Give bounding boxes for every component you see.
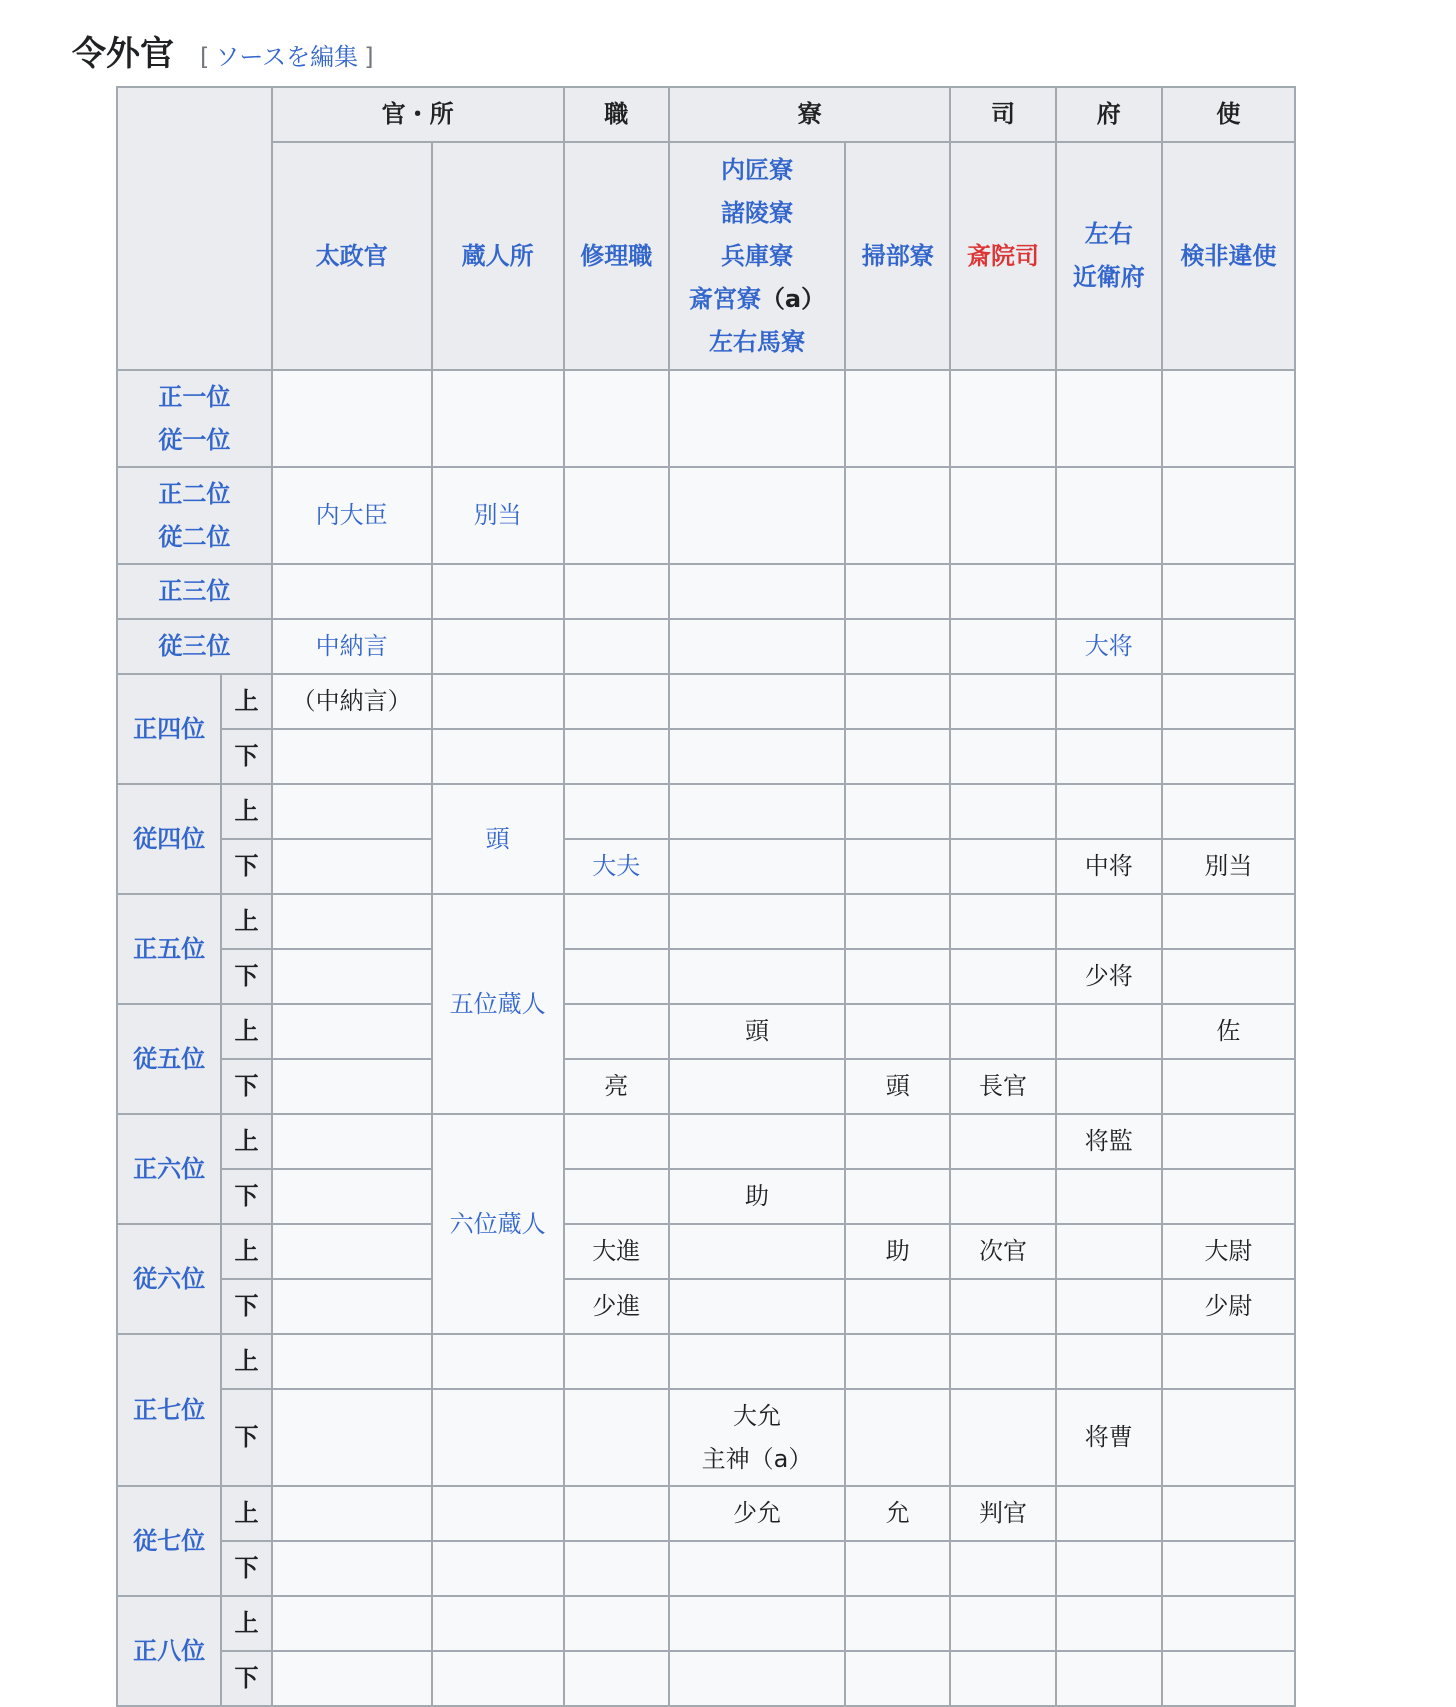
- col-link[interactable]: 蔵人所: [461, 241, 534, 270]
- cell: [1056, 1541, 1162, 1596]
- cell: [669, 1334, 845, 1389]
- cell: [950, 839, 1055, 894]
- cell: [950, 1279, 1055, 1334]
- cell: [950, 674, 1055, 729]
- cell: [845, 1334, 950, 1389]
- cell: [272, 1004, 432, 1059]
- col-header: [1162, 142, 1295, 370]
- rank-header: [117, 370, 272, 467]
- cell: [432, 1389, 564, 1486]
- col-header: [669, 142, 845, 370]
- upper-label: 上: [221, 784, 272, 839]
- cell: [432, 784, 564, 894]
- cell-link[interactable]: 別当: [473, 501, 522, 529]
- cell: [432, 1541, 564, 1596]
- cell: [845, 1651, 950, 1706]
- col-link[interactable]: 斎宮寮: [688, 284, 761, 313]
- cell: [845, 1004, 950, 1059]
- cell: [950, 1334, 1055, 1389]
- rank-link[interactable]: 従二位: [158, 522, 231, 551]
- cell: [669, 729, 845, 784]
- cell: [564, 949, 669, 1004]
- cell: 亮: [564, 1059, 669, 1114]
- cell: [1162, 949, 1295, 1004]
- cell: [1162, 370, 1295, 467]
- col-link[interactable]: 左右馬寮: [709, 327, 805, 356]
- cell: [272, 1169, 432, 1224]
- cell: [272, 1486, 432, 1541]
- cell: [1162, 619, 1295, 674]
- cell: [564, 839, 669, 894]
- cell: [564, 1169, 669, 1224]
- edit-section: [ ソースを編集 ]: [200, 43, 374, 71]
- col-link[interactable]: 修理職: [580, 241, 653, 270]
- cell: [845, 1389, 950, 1486]
- rank-link[interactable]: 従六位: [133, 1264, 206, 1293]
- cell-link[interactable]: 大夫: [592, 852, 641, 880]
- cell: [1162, 784, 1295, 839]
- cell: [432, 729, 564, 784]
- cell: [1056, 1004, 1162, 1059]
- rank-header: [117, 1224, 221, 1334]
- cell: 将監: [1056, 1114, 1162, 1169]
- cell: [1056, 1279, 1162, 1334]
- col-link[interactable]: 掃部寮: [861, 241, 934, 270]
- cell: 少尉: [1162, 1279, 1295, 1334]
- cell: [272, 1059, 432, 1114]
- cell: 頭: [669, 1004, 845, 1059]
- cell: [950, 1389, 1055, 1486]
- rank-link[interactable]: 正七位: [133, 1395, 206, 1424]
- lower-label: 下: [221, 1389, 272, 1486]
- group-header: 使: [1162, 87, 1295, 142]
- rank-header: [117, 1486, 221, 1596]
- lower-label: 下: [221, 1541, 272, 1596]
- cell: [272, 729, 432, 784]
- cell: [669, 467, 845, 564]
- cell: [845, 370, 950, 467]
- cell: [272, 839, 432, 894]
- rank-link[interactable]: 従三位: [158, 632, 231, 660]
- cell: [950, 564, 1055, 619]
- rank-header: [117, 1004, 221, 1114]
- group-header: 寮: [669, 87, 951, 142]
- cell: [950, 949, 1055, 1004]
- rank-header: [117, 1114, 221, 1224]
- col-link[interactable]: 近衛府: [1072, 263, 1145, 291]
- group-header: 官・所: [272, 87, 564, 142]
- cell: [950, 370, 1055, 467]
- cell: [845, 674, 950, 729]
- cell: [950, 1114, 1055, 1169]
- cell: [1162, 1169, 1295, 1224]
- cell: [432, 564, 564, 619]
- cell: [564, 564, 669, 619]
- cell-line: 大允: [733, 1401, 781, 1430]
- cell: [950, 1651, 1055, 1706]
- cell: [1056, 619, 1162, 674]
- col-header: [1056, 142, 1162, 370]
- rank-link[interactable]: 正四位: [133, 714, 206, 743]
- cell: [1056, 729, 1162, 784]
- corner-header: [117, 87, 272, 370]
- upper-label: 上: [221, 1486, 272, 1541]
- section-heading: [72, 26, 374, 76]
- cell-link[interactable]: 五位蔵人: [449, 989, 546, 1018]
- cell: [432, 619, 564, 674]
- cell: 大尉: [1162, 1224, 1295, 1279]
- col-link[interactable]: 兵庫寮: [721, 241, 793, 270]
- cell: [950, 1596, 1055, 1651]
- cell: [272, 1651, 432, 1706]
- cell: [1162, 729, 1295, 784]
- rank-table: [116, 86, 1296, 1707]
- cell: [1056, 1651, 1162, 1706]
- cell: [845, 1114, 950, 1169]
- cell: [669, 1279, 845, 1334]
- rank-link[interactable]: 従五位: [133, 1044, 206, 1073]
- cell-link[interactable]: 大将: [1084, 632, 1133, 660]
- cell: 助: [845, 1224, 950, 1279]
- cell: [669, 1596, 845, 1651]
- cell: [564, 1334, 669, 1389]
- cell: [669, 839, 845, 894]
- lower-label: 下: [221, 1651, 272, 1706]
- cell: [950, 1169, 1055, 1224]
- upper-label: 上: [221, 894, 272, 949]
- rank-link[interactable]: 正二位: [158, 479, 231, 508]
- cell: [1056, 1596, 1162, 1651]
- cell: 次官: [950, 1224, 1055, 1279]
- rank-header: [117, 619, 272, 674]
- group-header: 職: [564, 87, 669, 142]
- cell: [1056, 1334, 1162, 1389]
- lower-label: 下: [221, 949, 272, 1004]
- cell: [1162, 1389, 1295, 1486]
- cell: [1056, 1059, 1162, 1114]
- cell: [564, 1486, 669, 1541]
- rank-link[interactable]: 従四位: [133, 824, 206, 853]
- rank-header: [117, 1596, 221, 1706]
- cell: [845, 1169, 950, 1224]
- cell: [845, 564, 950, 619]
- group-header: 府: [1056, 87, 1162, 142]
- cell: [432, 894, 564, 1114]
- cell: [272, 1541, 432, 1596]
- upper-label: 上: [221, 1596, 272, 1651]
- cell: （中納言）: [272, 674, 432, 729]
- cell: [272, 370, 432, 467]
- cell: [1162, 674, 1295, 729]
- col-header: [845, 142, 950, 370]
- cell-link[interactable]: 六位蔵人: [449, 1209, 546, 1238]
- upper-label: 上: [221, 1334, 272, 1389]
- cell: [1162, 1059, 1295, 1114]
- cell-line: 主神（a）: [701, 1444, 813, 1473]
- cell: [564, 467, 669, 564]
- cell: [432, 1334, 564, 1389]
- upper-label: 上: [221, 1224, 272, 1279]
- cell: [1162, 1114, 1295, 1169]
- upper-label: 上: [221, 1004, 272, 1059]
- cell: [272, 619, 432, 674]
- cell: 将曹: [1056, 1389, 1162, 1486]
- cell: [1056, 467, 1162, 564]
- cell: 少進: [564, 1279, 669, 1334]
- rank-header: [117, 467, 272, 564]
- note-mark: （a）: [760, 284, 826, 313]
- cell: [950, 467, 1055, 564]
- cell: [564, 370, 669, 467]
- cell: [564, 619, 669, 674]
- cell: [669, 894, 845, 949]
- cell: [1162, 1596, 1295, 1651]
- cell: [1056, 1169, 1162, 1224]
- cell: [669, 1224, 845, 1279]
- col-link[interactable]: 太政官: [315, 241, 388, 270]
- rank-link[interactable]: 従一位: [158, 425, 231, 454]
- upper-label: 上: [221, 674, 272, 729]
- cell: 允: [845, 1486, 950, 1541]
- col-line: [670, 278, 844, 321]
- cell: [669, 1651, 845, 1706]
- cell: [272, 1114, 432, 1169]
- cell: [272, 1596, 432, 1651]
- edit-source-link[interactable]: ソースを編集: [215, 43, 359, 71]
- cell: [272, 784, 432, 839]
- cell: [432, 674, 564, 729]
- cell: [1162, 564, 1295, 619]
- cell-link[interactable]: 内大臣: [315, 501, 388, 529]
- cell: [845, 839, 950, 894]
- cell: [1056, 564, 1162, 619]
- cell: [272, 1334, 432, 1389]
- section-title: 令外官: [72, 34, 174, 74]
- cell: [1056, 674, 1162, 729]
- rank-link[interactable]: 正八位: [133, 1636, 206, 1665]
- cell: [669, 1389, 845, 1486]
- upper-label: 上: [221, 1114, 272, 1169]
- col-header: [432, 142, 564, 370]
- cell: [845, 894, 950, 949]
- cell: 別当: [1162, 839, 1295, 894]
- cell: [272, 467, 432, 564]
- cell: [1162, 1486, 1295, 1541]
- cell: [432, 1486, 564, 1541]
- rank-link[interactable]: 正六位: [133, 1154, 206, 1183]
- cell: 長官: [950, 1059, 1055, 1114]
- cell: 中将: [1056, 839, 1162, 894]
- cell: [564, 1389, 669, 1486]
- group-header: 司: [950, 87, 1055, 142]
- col-link-red[interactable]: 斎院司: [966, 241, 1039, 270]
- col-header: [564, 142, 669, 370]
- cell: [1056, 784, 1162, 839]
- cell: [845, 1596, 950, 1651]
- cell: [272, 564, 432, 619]
- cell: [564, 894, 669, 949]
- cell: [950, 1004, 1055, 1059]
- cell: [669, 1541, 845, 1596]
- cell: 佐: [1162, 1004, 1295, 1059]
- col-header: [950, 142, 1055, 370]
- cell: [669, 674, 845, 729]
- cell: [1162, 1334, 1295, 1389]
- lower-label: 下: [221, 1279, 272, 1334]
- cell: 判官: [950, 1486, 1055, 1541]
- rank-header: [117, 894, 221, 1004]
- col-header: [272, 142, 432, 370]
- cell: [845, 949, 950, 1004]
- cell: [845, 619, 950, 674]
- cell: 頭: [845, 1059, 950, 1114]
- cell: [1056, 894, 1162, 949]
- cell: [950, 1541, 1055, 1596]
- cell: [845, 1541, 950, 1596]
- lower-label: 下: [221, 839, 272, 894]
- cell: [432, 1114, 564, 1334]
- cell: [669, 784, 845, 839]
- cell: [432, 467, 564, 564]
- col-link[interactable]: 諸陵寮: [721, 198, 793, 227]
- cell: [564, 1004, 669, 1059]
- cell: [669, 949, 845, 1004]
- cell: [845, 729, 950, 784]
- cell: 少将: [1056, 949, 1162, 1004]
- cell: [1162, 1651, 1295, 1706]
- col-link[interactable]: 内匠寮: [721, 155, 793, 184]
- rank-header: [117, 674, 221, 784]
- lower-label: 下: [221, 1059, 272, 1114]
- cell: [432, 1596, 564, 1651]
- cell: [1056, 370, 1162, 467]
- cell: [950, 784, 1055, 839]
- lower-label: 下: [221, 1169, 272, 1224]
- cell: [272, 1279, 432, 1334]
- cell: [564, 1651, 669, 1706]
- col-link[interactable]: 検非違使: [1180, 241, 1277, 270]
- cell: [564, 784, 669, 839]
- cell: [1056, 1224, 1162, 1279]
- cell: [564, 1114, 669, 1169]
- cell: [1056, 1486, 1162, 1541]
- lower-label: 下: [221, 729, 272, 784]
- cell: [950, 894, 1055, 949]
- cell: [432, 1651, 564, 1706]
- rank-header: [117, 564, 272, 619]
- cell: [564, 729, 669, 784]
- cell: [845, 784, 950, 839]
- cell: [669, 564, 845, 619]
- cell: [564, 1596, 669, 1651]
- rank-link[interactable]: 正三位: [158, 577, 231, 605]
- cell: [1162, 1541, 1295, 1596]
- rank-link[interactable]: 正一位: [158, 382, 231, 411]
- cell: [272, 1389, 432, 1486]
- cell: [564, 1541, 669, 1596]
- cell: 少允: [669, 1486, 845, 1541]
- cell: [1162, 467, 1295, 564]
- cell: [845, 1279, 950, 1334]
- cell: [272, 949, 432, 1004]
- cell-link[interactable]: 中納言: [315, 632, 388, 660]
- cell: [669, 619, 845, 674]
- col-link[interactable]: 左右: [1084, 220, 1133, 248]
- rank-header: [117, 784, 221, 894]
- cell: [950, 729, 1055, 784]
- cell: [272, 1224, 432, 1279]
- cell: [272, 894, 432, 949]
- cell: [669, 1114, 845, 1169]
- rank-link[interactable]: 従七位: [133, 1526, 206, 1555]
- rank-link[interactable]: 正五位: [133, 934, 206, 963]
- rank-header: [117, 1334, 221, 1486]
- cell: 助: [669, 1169, 845, 1224]
- cell: [669, 1059, 845, 1114]
- cell: [564, 674, 669, 729]
- cell: [669, 370, 845, 467]
- cell: [1162, 894, 1295, 949]
- cell: 大進: [564, 1224, 669, 1279]
- cell-link[interactable]: 頭: [485, 824, 510, 853]
- cell: [432, 370, 564, 467]
- cell: [845, 467, 950, 564]
- cell: [950, 619, 1055, 674]
